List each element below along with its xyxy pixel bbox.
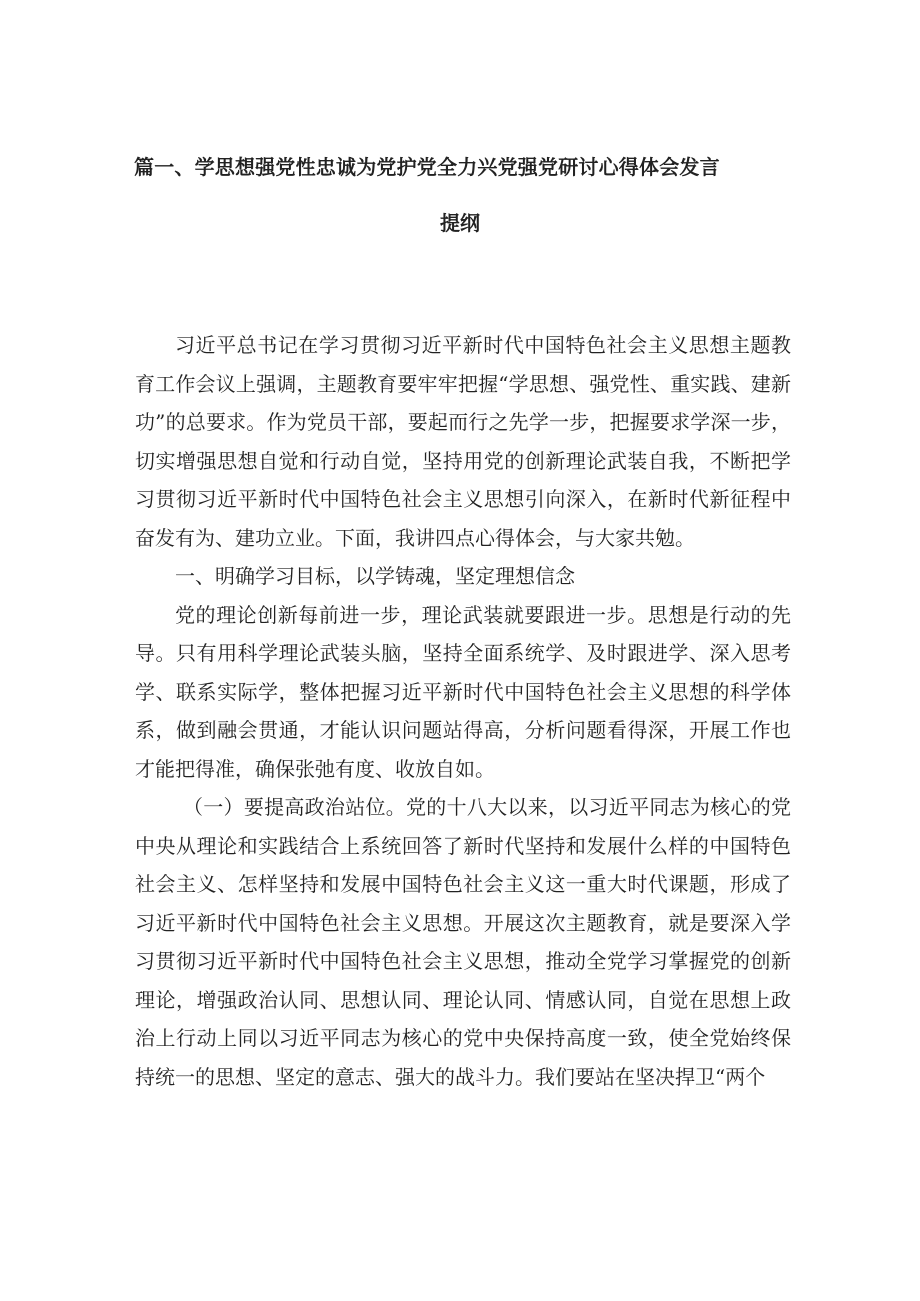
document-body [135, 326, 791, 1096]
section-paragraph: 党的理论创新每前进一步，理论武装就要跟进一步。思想是行动的先导。只有用科学理论武装头脑，坚持全面系统学、及时跟进学、深入思考学、联系实际学，整体把握习近平新时代中国特色社会主义思想的科学体系，做到融会贯通，才能认识问题站得高，分析问题看得深，开展工作也才能把得准，确保张弛有度、收放自如。 [135, 602, 791, 781]
intro-paragraph: 习近平总书记在学习贯彻习近平新时代中国特色社会主义思想主题教育工作会议上强调，主题教育要牢牢把握“学思想、强党性、重实践、建新功”的总要求。作为党员干部，要起而行之先学一步，把握要求学深一步，切实增强思想自觉和行动自觉，坚持用党的创新理论武装自我，不断把学习贯彻习近平新时代中国特色社会主义思想引向深入，在新时代新征程中奋发有为、建功立业。下面，我讲四点心得体会，与大家共勉。 [135, 333, 791, 550]
document-title: 篇一、学思想强党性忠诚为党护党全力兴党强党研讨心得体会发言 [134, 155, 720, 179]
document-title-continuation: 提纲 [440, 211, 480, 235]
section-heading: 一、明确学习目标，以学铸魂，坚定理想信念 [175, 564, 575, 588]
subsection-paragraph: （一）要提高政治站位。党的十八大以来，以习近平同志为核心的党中央从理论和实践结合上系统回答了新时代坚持和发展什么样的中国特色社会主义、怎样坚持和发展中国特色社会主义这一重大时代课题，形成了习近平新时代中国特色社会主义思想。开展这次主题教育，就是要深入学习贯彻习近平新时代中国特色社会主义思想，推动全党学习掌握党的创新理论，增强政治认同、思想认同、理论认同、情感认同，自觉在思想上政治上行动上同以习近平同志为核心的党中央保持高度一致，使全党始终保持统一的思想、坚定的意志、强大的战斗力。我们要站在坚决捍卫“两个 [135, 795, 791, 1089]
